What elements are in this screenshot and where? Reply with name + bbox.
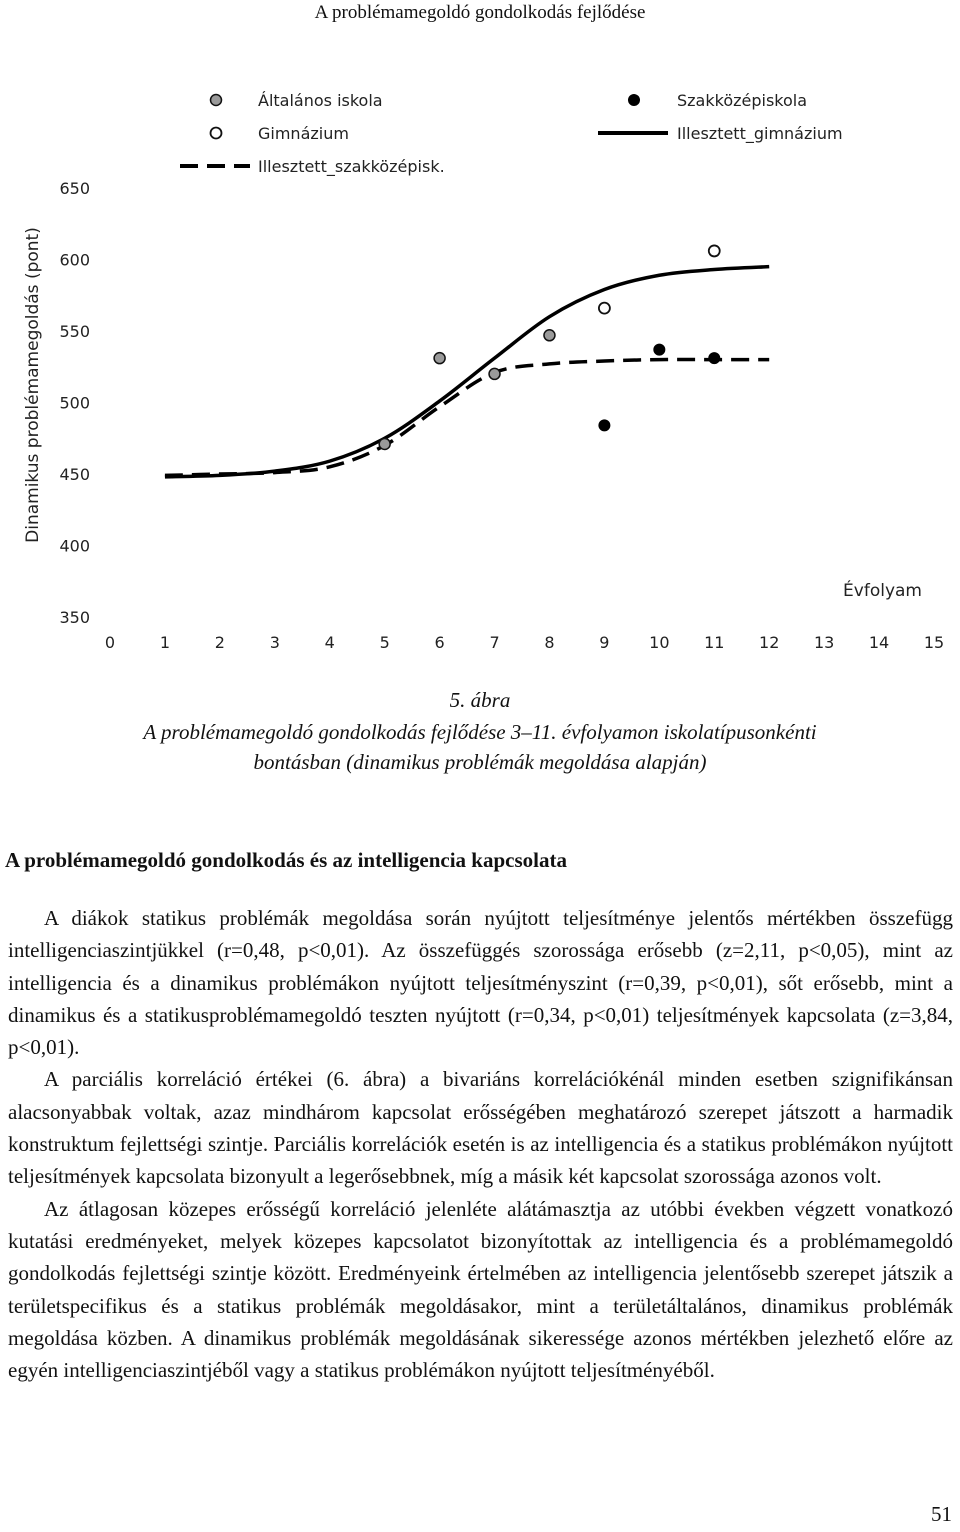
y-tick-label: 350 <box>59 608 90 627</box>
y-tick-label: 650 <box>59 179 90 198</box>
data-point <box>709 245 720 256</box>
x-tick-label: 12 <box>759 633 780 652</box>
legend-label: Illesztett_szakközépisk. <box>258 157 445 176</box>
paragraph: A parciális korreláció értékei (6. ábra) a bivariáns korrelációkénál minden esetben szignifikánsan alacsonyabbak voltak, azaz mindhárom kapcsolat erősségében meghatározó szerepet játszott a harmadik konstruktum fejlettségi szintje. Parciális korrelációk esetén is az intelligencia és a statikus problémákon nyújtott teljesítmények kapcsolata bizonyult a legerősebbnek, míg a másik két kapcsolat szorossága azonos volt. <box>8 1067 953 1189</box>
legend-label: Illesztett_gimnázium <box>677 124 843 143</box>
data-point <box>544 330 555 341</box>
x-axis-label: Évfolyam <box>843 581 922 601</box>
x-tick-label: 14 <box>868 633 890 652</box>
data-point <box>379 438 390 449</box>
data-point <box>489 368 500 379</box>
legend <box>180 91 843 177</box>
legend-marker <box>629 95 640 106</box>
x-tick-label: 6 <box>434 633 445 652</box>
y-tick-label: 450 <box>59 465 90 484</box>
x-tick-label: 1 <box>159 633 171 652</box>
x-tick-label: 9 <box>599 633 610 652</box>
chart <box>0 70 960 660</box>
section-heading: A problémamegoldó gondolkodás és az intelligencia kapcsolata <box>5 848 567 872</box>
plot-area <box>165 245 769 476</box>
legend-marker <box>211 95 222 106</box>
y-tick-label: 400 <box>59 536 90 556</box>
running-header: A problémamegoldó gondolkodás fejlődése <box>314 2 646 23</box>
data-point <box>434 353 445 364</box>
data-point <box>599 420 610 431</box>
x-tick-label: 3 <box>269 633 280 652</box>
x-tick-label: 15 <box>923 633 945 652</box>
x-axis <box>105 633 944 652</box>
body-text <box>8 902 953 1386</box>
data-point <box>599 303 610 314</box>
legend-marker <box>211 128 222 139</box>
y-axis <box>59 179 90 627</box>
x-tick-label: 7 <box>489 633 500 652</box>
y-tick-label: 550 <box>59 322 90 341</box>
page-number: 51 <box>931 1502 952 1526</box>
x-tick-label: 11 <box>704 633 725 652</box>
legend-label: Gimnázium <box>258 124 349 143</box>
paragraph: Az átlagosan közepes erősségű korreláció jelenléte alátámasztja az utóbbi években végzett vonatkozó kutatási eredményeket, melyek közepes kapcsolatot bizonyítottak az intelligencia és a problémamegoldó gondolkodás fejlettségi szintje között. Eredményeink értelmében az intelligencia jelentősebb szerepet játszik a területspecifikus és a statikus problémák megoldásakor, mint a területáltalános, dinamikus problémák megoldása közben. A dinamikus problémák megoldásának sikeressége azonos mértékben jelezhető előre az egyén intelligenciaszintjéből vagy a statikus problémákon nyújtott teljesítményéből. <box>8 1196 953 1383</box>
fitted-line-gimnazium <box>165 267 769 477</box>
x-tick-label: 10 <box>649 633 670 652</box>
y-tick-label: 600 <box>59 250 90 270</box>
x-tick-label: 0 <box>104 633 116 652</box>
y-axis-label: Dinamikus problémamegoldás (pont) <box>23 227 43 543</box>
x-tick-label: 13 <box>813 633 835 652</box>
figure-caption-line-2: bontásban (dinamikus problémák megoldása alapján) <box>253 750 707 774</box>
x-tick-label: 8 <box>544 633 555 652</box>
x-tick-label: 4 <box>324 633 335 652</box>
figure-number: 5. ábra <box>449 688 511 712</box>
legend-label: Szakközépiskola <box>677 91 808 110</box>
fitted-line-szakkozepisk <box>165 359 769 475</box>
paragraph: A diákok statikus problémák megoldása során nyújtott teljesítménye jelentős mértékben összefügg intelligenciaszintjükkel (r=0,48, p<0,01). Az összefüggés szorossága erősebb (z=2,11, p<0,05), mint az intelligencia és a dinamikus problémákon nyújtott teljesítményszint (r=0,39, p<0,01), sőt erősebb, mint a dinamikus és a statikusproblémamegoldó teszten nyújtott (r=0,34, p<0,01) teljesítmények kapcsolata (z=3,84, p<0,01). <box>8 906 953 1060</box>
data-point <box>709 353 720 364</box>
y-tick-label: 500 <box>59 393 90 413</box>
x-tick-label: 2 <box>214 633 225 652</box>
figure-caption-line-1: A problémamegoldó gondolkodás fejlődése 3–11. évfolyamon iskolatípusonkénti <box>143 720 817 744</box>
data-point <box>654 344 665 355</box>
x-tick-label: 5 <box>379 633 390 652</box>
legend-label: Általános iskola <box>258 91 383 110</box>
